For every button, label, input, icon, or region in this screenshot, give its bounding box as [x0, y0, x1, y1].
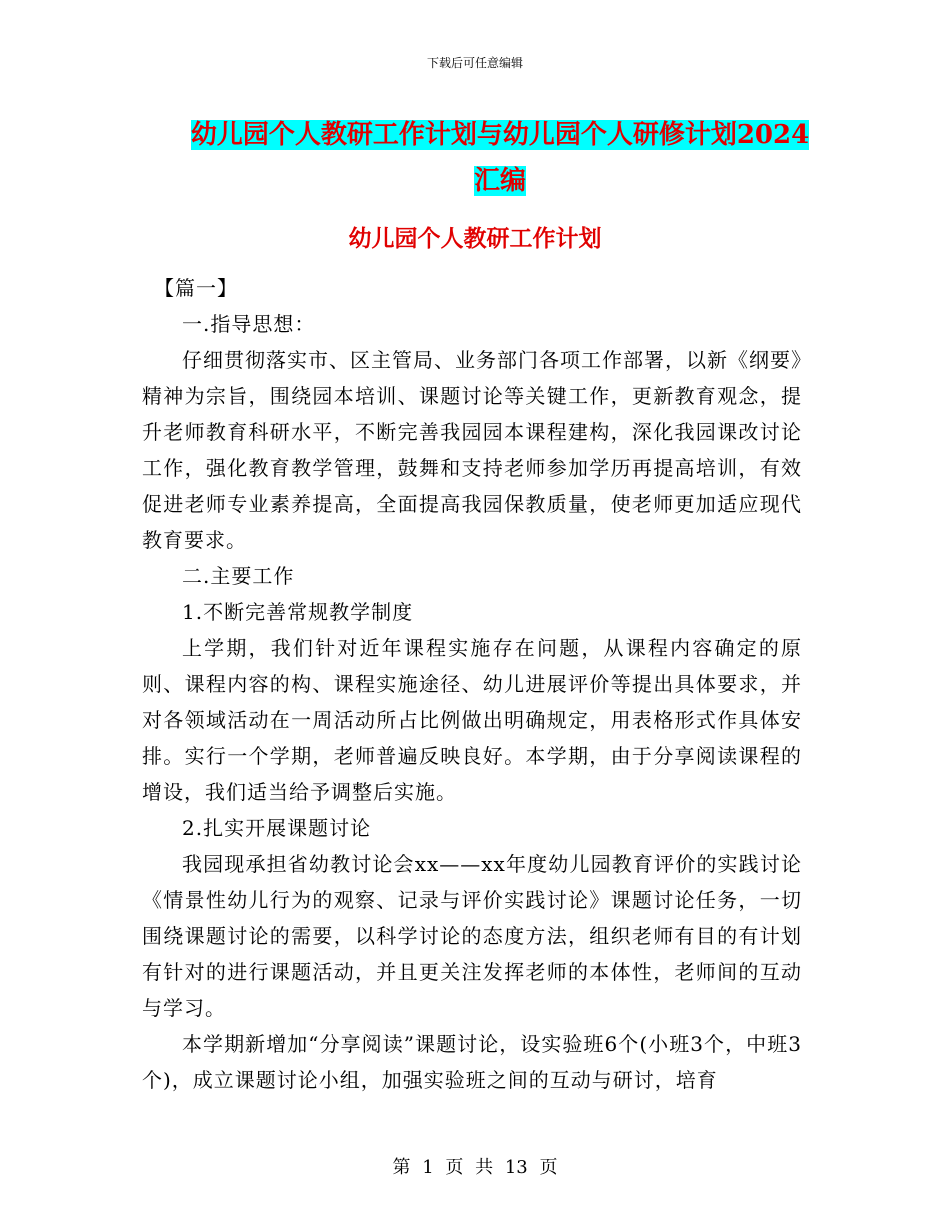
heading-main-work: 二.主要工作 [182, 564, 295, 588]
document-title-text: 幼儿园个人教研工作计划与幼儿园个人研修计划2024汇编 [190, 120, 810, 196]
chapter-label: 【篇一】 [154, 276, 238, 300]
heading-item-2: 2.扎实开展课题讨论 [182, 816, 372, 840]
paragraph-item-2: 我园现承担省幼教讨论会xx——xx年度幼儿园教育评价的实践讨论《情景性幼儿行为的观察、记录与评价实践讨论》课题讨论任务，一切围绕课题讨论的需要，以科学讨论的态度方法，组织老师有目的有计划有针对的进行课题活动，并且更关注发挥老师的本体性，老师间的互动与学习。 [142, 852, 802, 1020]
heading-guiding-thought: 一.指导思想： [182, 312, 316, 336]
paragraph-guiding-thought: 仔细贯彻落实市、区主管局、业务部门各项工作部署，以新《纲要》精神为宗旨，围绕园本培训、课题讨论等关键工作，更新教育观念，提升老师教育科研水平，不断完善我园园本课程建构，深化我园课改讨论工作，强化教育教学管理，鼓舞和支持老师参加学历再提高培训，有效促进老师专业素养提高，全面提高我园保教质量，使老师更加适应现代教育要求。 [142, 348, 802, 552]
page-header-note: 下载后可任意编辑 [426, 56, 523, 70]
heading-item-1: 1.不断完善常规教学制度 [182, 600, 414, 624]
document-title [185, 112, 815, 204]
paragraph-item-2-continued: 本学期新增加“分享阅读”课题讨论，设实验班6个(小班3个，中班3个)，成立课题讨论小组，加强实验班之间的互动与研讨，培育 [142, 1032, 802, 1092]
document-body [142, 270, 802, 1098]
paragraph-item-1: 上学期，我们针对近年课程实施存在问题，从课程内容确定的原则、课程内容的构、课程实施途径、幼儿进展评价等提出具体要求，并对各领域活动在一周活动所占比例做出明确规定，用表格形式作具体安排。实行一个学期，老师普遍反映良好。本学期，由于分享阅读课程的增设，我们适当给予调整后实施。 [142, 636, 802, 804]
page-number: 第 1 页 共 13 页 [392, 1157, 558, 1178]
section-title: 幼儿园个人教研工作计划 [348, 225, 602, 252]
